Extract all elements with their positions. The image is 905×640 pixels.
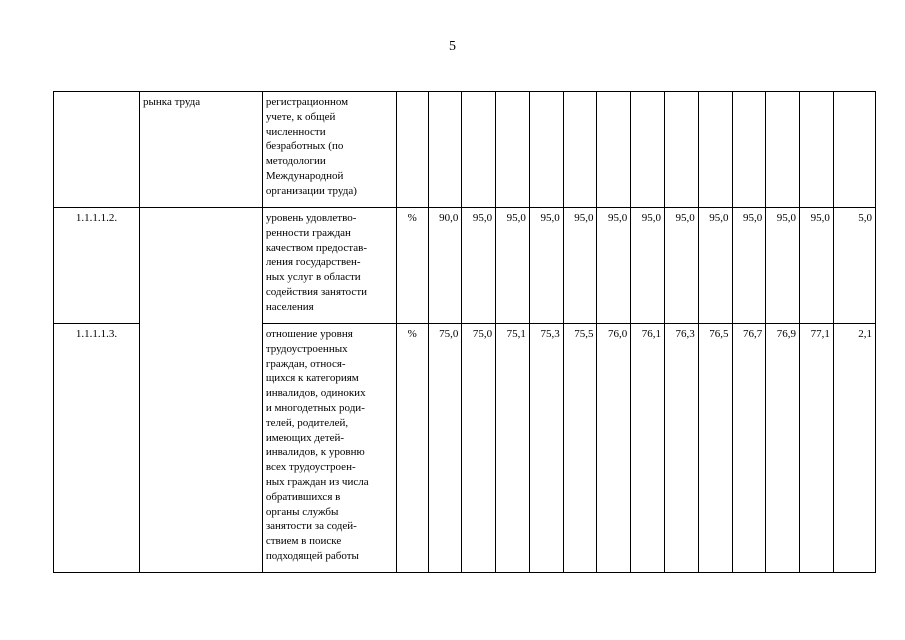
indicator-text-line: регистрационном <box>265 96 349 108</box>
indicator-text-line: инвалидов, одиноких <box>265 387 366 400</box>
indicator-text-line: граждан, относя- <box>265 357 346 370</box>
table-row <box>54 92 876 208</box>
indicator-text-line: трудоустроенных <box>265 342 348 355</box>
table-row <box>54 208 876 324</box>
value-cell: 75,0 <box>428 324 462 573</box>
unit-cell <box>396 92 428 208</box>
indicator-text-line: численности <box>265 125 326 138</box>
indicator-text-line: занятости за содей- <box>265 520 357 533</box>
section-cell: рынка труда <box>139 92 262 208</box>
value-cell <box>664 92 698 208</box>
value-cell <box>732 92 766 208</box>
value-cell: 95,0 <box>800 208 834 324</box>
value-cell: 75,5 <box>563 324 597 573</box>
indicator-text-line: методологии <box>265 155 326 168</box>
value-cell <box>631 92 665 208</box>
indicator-text-line: ных граждан из числа <box>265 475 369 488</box>
page-number: 5 <box>449 39 456 54</box>
indicator-text-line: населения <box>265 300 314 313</box>
value-cell: 76,0 <box>597 324 631 573</box>
indicator-text-line: органы службы <box>265 505 339 518</box>
indicator-text-line: содействия занятости <box>265 285 368 298</box>
row-number-cell <box>54 92 140 208</box>
indicator-text-line: щихся к категориям <box>265 372 359 385</box>
value-cell: 95,0 <box>664 208 698 324</box>
indicator-text-line: всех трудоустроен- <box>265 461 356 474</box>
indicator-cell <box>262 324 396 573</box>
change-value-cell: 5,0 <box>833 208 875 324</box>
indicator-cell <box>262 208 396 324</box>
value-cell: 76,1 <box>631 324 665 573</box>
indicator-cell <box>262 92 396 208</box>
row-number-cell: 1.1.1.1.2. <box>54 208 140 324</box>
indicator-text-line: организации труда) <box>265 184 357 197</box>
indicator-text-line: уровень удовлетво- <box>265 212 357 224</box>
value-cell: 95,0 <box>496 208 530 324</box>
indicator-text-line: безработных (по <box>265 140 344 153</box>
section-cell-merged <box>139 208 262 573</box>
indicator-text-line: подходящей работы <box>265 549 359 562</box>
unit-cell: % <box>396 208 428 324</box>
value-cell: 75,3 <box>529 324 563 573</box>
value-cell: 95,0 <box>766 208 800 324</box>
value-cell: 95,0 <box>529 208 563 324</box>
value-cell: 77,1 <box>800 324 834 573</box>
change-value-cell: 2,1 <box>833 324 875 573</box>
indicator-text-line: ствием в поиске <box>265 535 342 548</box>
value-cell: 95,0 <box>631 208 665 324</box>
value-cell: 76,9 <box>766 324 800 573</box>
indicator-text-line: ных услуг в области <box>265 271 361 284</box>
indicator-text-line: обратившихся в <box>265 490 341 503</box>
value-cell: 76,7 <box>732 324 766 573</box>
value-cell <box>698 92 732 208</box>
unit-cell: % <box>396 324 428 573</box>
value-cell: 95,0 <box>732 208 766 324</box>
value-cell: 95,0 <box>698 208 732 324</box>
value-cell <box>563 92 597 208</box>
value-cell <box>529 92 563 208</box>
value-cell: 76,3 <box>664 324 698 573</box>
change-value-cell <box>833 92 875 208</box>
value-cell: 90,0 <box>428 208 462 324</box>
value-cell: 75,1 <box>496 324 530 573</box>
value-cell <box>800 92 834 208</box>
value-cell <box>766 92 800 208</box>
value-cell <box>428 92 462 208</box>
indicator-text-line: ления государствен- <box>265 256 361 269</box>
value-cell: 75,0 <box>462 324 496 573</box>
indicator-text-line: отношение уровня <box>265 328 353 340</box>
value-cell: 95,0 <box>462 208 496 324</box>
indicator-text-line: и многодетных роди- <box>265 401 365 414</box>
indicators-table <box>53 91 876 573</box>
indicator-text-line: телей, родителей, <box>265 416 349 429</box>
indicator-text-line: инвалидов, к уровню <box>265 446 365 459</box>
value-cell <box>496 92 530 208</box>
value-cell: 76,5 <box>698 324 732 573</box>
indicator-text-line: учете, к общей <box>265 110 336 123</box>
value-cell: 95,0 <box>563 208 597 324</box>
value-cell <box>597 92 631 208</box>
indicator-text-line: имеющих детей- <box>265 431 345 444</box>
value-cell: 95,0 <box>597 208 631 324</box>
indicator-text-line: качеством предостав- <box>265 241 367 254</box>
indicator-text-line: Международной <box>265 169 344 182</box>
value-cell <box>462 92 496 208</box>
row-number-cell: 1.1.1.1.3. <box>54 324 140 573</box>
indicator-text-line: ренности граждан <box>265 226 351 239</box>
